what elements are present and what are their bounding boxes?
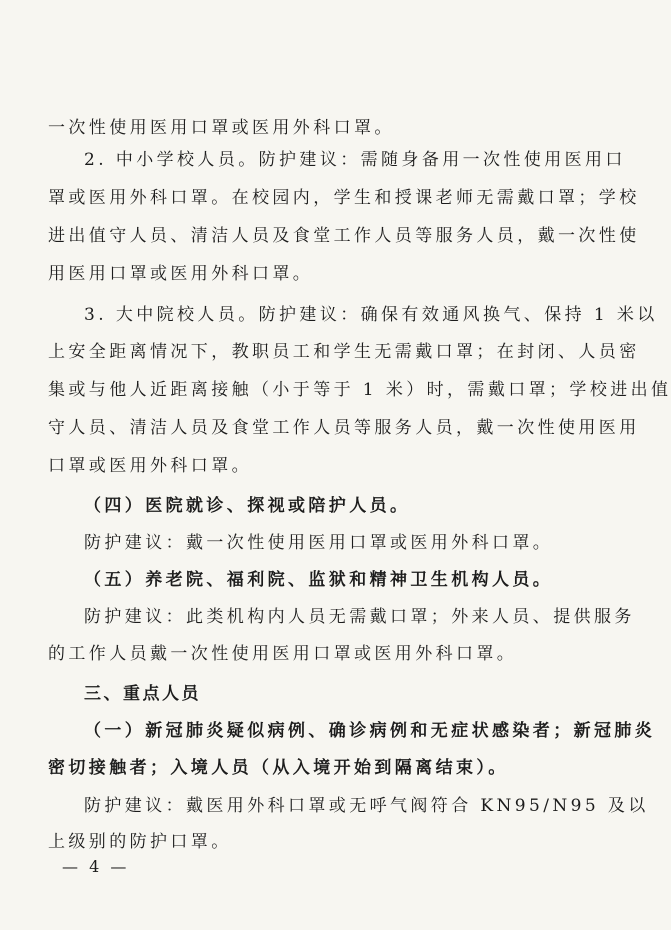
text-line: 3. 大中院校人员。防护建议：确保有效通风换气、保持 1 米以: [84, 305, 658, 325]
section-heading: （四）医院就诊、探视或陪护人员。: [84, 496, 411, 516]
page-number: — 4 —: [62, 857, 130, 876]
text-line: 进出值守人员、清洁人员及食堂工作人员等服务人员，戴一次性使: [48, 226, 640, 246]
text-line: 守人员、清洁人员及食堂工作人员等服务人员，戴一次性使用医用: [48, 418, 640, 438]
text-line: 密切接触者；入境人员（从入境开始到隔离结束）。: [48, 758, 509, 778]
text-line: 罩或医用外科口罩。在校园内，学生和授课老师无需戴口罩；学校: [48, 188, 640, 208]
text-line: 防护建议：戴医用外科口罩或无呼气阀符合 KN95/N95 及以: [84, 796, 649, 816]
text-line: 一次性使用医用口罩或医用外科口罩。: [48, 118, 395, 138]
text-line: 口罩或医用外科口罩。: [48, 456, 252, 476]
text-line: 集或与他人近距离接触（小于等于 1 米）时，需戴口罩；学校进出值: [48, 380, 671, 400]
section-heading: （五）养老院、福利院、监狱和精神卫生机构人员。: [84, 570, 554, 590]
text-line: 防护建议：戴一次性使用医用口罩或医用外科口罩。: [84, 533, 554, 553]
section-heading: 三、重点人员: [84, 684, 201, 704]
text-line: 防护建议：此类机构内人员无需戴口罩；外来人员、提供服务: [84, 607, 635, 627]
text-line: （一）新冠肺炎疑似病例、确诊病例和无症状感染者；新冠肺炎: [84, 721, 656, 741]
text-line: 上安全距离情况下，教职员工和学生无需戴口罩；在封闭、人员密: [48, 342, 640, 362]
text-line: 的工作人员戴一次性使用医用口罩或医用外科口罩。: [48, 644, 518, 664]
text-line: 用医用口罩或医用外科口罩。: [48, 264, 314, 284]
text-line: 上级别的防护口罩。: [48, 832, 232, 852]
text-line: 2. 中小学校人员。防护建议：需随身备用一次性使用医用口: [84, 150, 626, 170]
